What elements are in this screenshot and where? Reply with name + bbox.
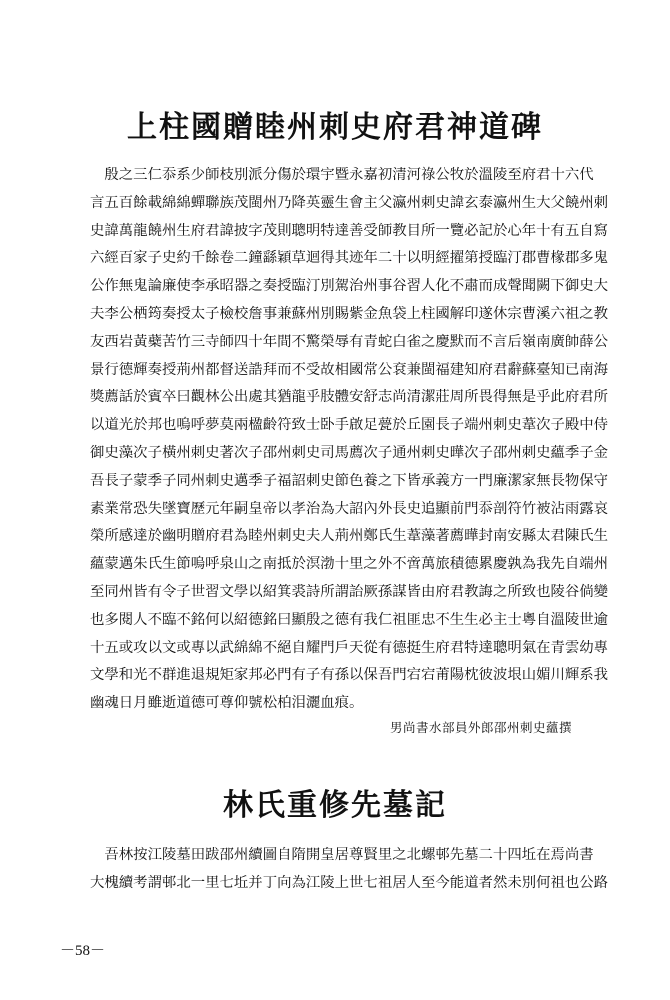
text-line: 大槐續考謂邨北一里七坵并丁向為江陵上世七祖居人至今能道者然未別何祖也公路 [90,874,609,891]
author-line: 男尚書水部員外郎邵州刺史蘊撰 [389,720,572,735]
text-line: 殷之三仁忝系少師枝別派分傷於環宇暨永嘉初清河祿公牧於溫陵至府君十六代 [90,167,594,183]
text-line: 蘊蒙邁朱氏生節嗚呼泉山之南抵於溟渤十里之外不啻萬旅積德累慶孰為我先自端州 [90,556,609,573]
text-line: 至同州皆有令子世習文學以紹箕裘詩所謂詒厥孫謀皆由府君教誨之所致也陵谷倘變 [90,583,609,600]
text-line: 公作無鬼論廉使李承昭器之奏授臨汀別駕治州事谷習人化不肅而成聲聞闕下御史大 [90,278,609,295]
text-line: 也多閱人不臨不銘何以紹德銘曰顯殷之德有我仁祖匪忠不生生必主士粵自溫陵世逾 [90,611,609,628]
text-line: 獎薦話於賓卒曰觀林公出處其猶龍乎肢體安舒志尚清潔莊周所畏得無是乎此府君所 [90,389,609,406]
text-line: 素業常恐失墜寶歷元年嗣皇帝以孝治為大詔內外長史追顯前門忝剖符竹被沾雨露哀 [90,500,609,517]
text-line: 夫李公栖筠奏授太子檢校詹事兼蘇州別賜紫金魚袋上柱國解印遂休宗曹溪六祖之教 [90,305,609,322]
text-line: 友西岩黃蘗苦竹三寺師四十年間不驚榮辱有青蛇白雀之慶默而不言后嶺南廣帥薛公 [90,333,609,350]
text-line: 言五百餘載綿綿蟬聯族茂閩州乃降英靈生會主父瀛州刺史諱玄泰瀛州生大父饒州刺 [90,194,609,211]
text-line: 御史藻次子橫州刺史著次子邵州刺史司馬薦次子通州刺史曄次子邵州刺史蘊季子金 [90,444,609,461]
text-line: 吾長子蒙季子同州刺史邁季子福詔刺史節色養之下皆承義方一門廉潔家無長物保守 [90,472,609,489]
text-line: 六經百家子史約千餘卷二鐘繇穎草迴得其迹年二十以明經擢第授臨汀郡曹椽郡多鬼 [90,250,609,267]
text-line: 幽魂日月雖逝道德可尊仰號松柏泪灑血痕。 [90,695,364,712]
text-line: 榮所感達於幽明贈府君為睦州刺史夫人荊州鄭氏生葦藻著薦曄封南安縣太君陳氏生 [90,528,609,545]
epitaph-title: 上柱國贈睦州刺史府君神道碑 [127,110,543,145]
record-title: 林氏重修先墓記 [223,788,447,823]
text-line: 文學和光不群進退規矩家邦必門有子有孫以保吾門宕宕莆陽枕彼波垠山媚川輝系我 [90,667,609,684]
page-number: －58－ [60,943,106,959]
record-body [90,842,610,898]
text-line: 以道光於邦也嗚呼夢莫兩楹齡符致士卧手啟足甍於丘園長子端州刺史葦次子殿中侍 [90,417,609,434]
text-line: 景行德輝奏授荊州都督送誥拜而不受故相國常公袞兼閩福建知府君辭蘇臺知已南海 [90,361,609,378]
text-line: 十五或攻以文或專以武綿綿不絕自耀門戶天從有德挺生府君特達聰明氣在青雲幼專 [90,639,609,656]
epitaph-body [90,162,610,718]
text-line: 史諱萬龍饒州生府君諱披字茂則聰明特達善受師教目所一覽必記於心年十有五自寫 [90,222,609,239]
text-line: 吾林按江陵墓田跋邵州續圖自隋開皇居尊賢里之北螺邨先墓二十四坵在焉尚書 [90,847,594,863]
